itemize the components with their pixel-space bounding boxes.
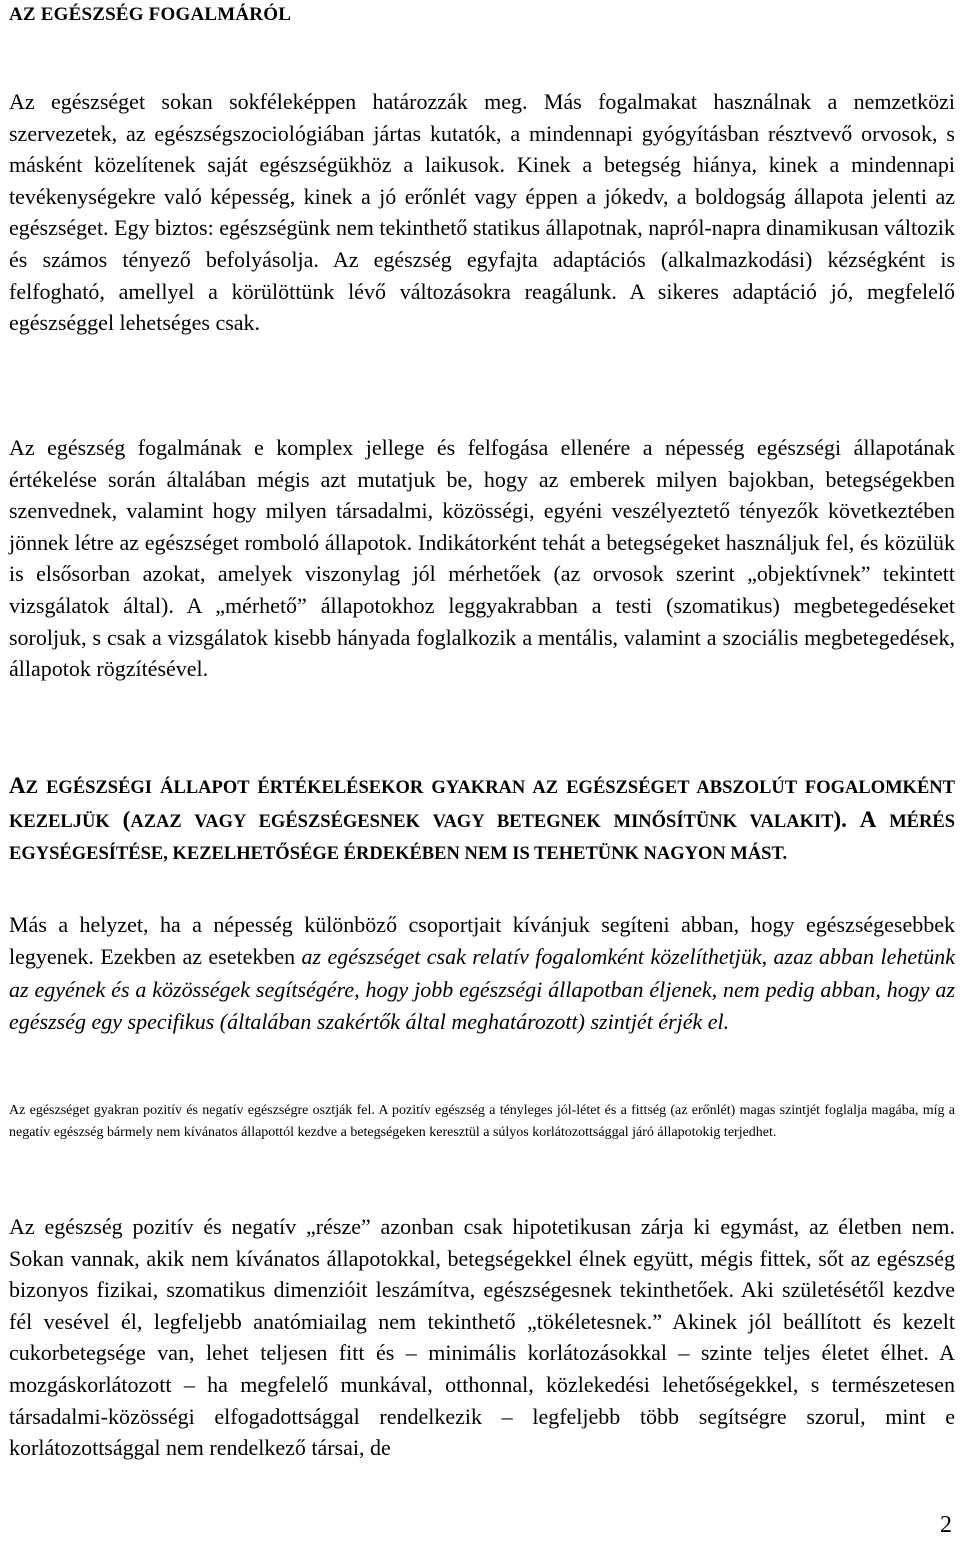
paragraph-positive-negative: Az egészség pozitív és negatív „része” azonban csak hipotetikusan zárja ki egymást, az életben nem. Sokan vannak, akik nem kívánatos állapotokkal, betegségekkel élnek együtt, mégis fittek, sőt az egészség bizonyos fizikai, szomatikus dimenzióit leszámítva, egészségesnek tekinthetőek. Aki születésétől kezdve fél vesével él, legfeljebb anatómiailag nem tekinthető „tökéletesnek.” Akinek jól beállított és kezelt cukorbetegsége van, lehet teljesen fitt és – minimális korlátozásokkal – szinte teljes életet élhet. A mozgáskorlátozott – ha megfelelő munkával, otthonnal, közlekedési lehetőségekkel, s természetesen társadalmi-közösségi elfogadottsággal rendelkezik – legfeljebb több segítségre szorul, mint e korlátozottsággal nem rendelkező társai, de (9, 1214, 955, 1461)
heading-text-part1: Z EGÉSZSÉGI ÁLLAPOT ÉRTÉKELÉSEKOR GYAKRAN AZ EGÉSZSÉGET ABSZOLÚT FOGALOMKÉNT KEZELJÜK (9, 778, 955, 832)
heading-text-part3: MÉRÉS EGYSÉGESÍTÉSE, KEZELHETŐSÉGE ÉRDEKÉBEN NEM IS TEHETÜNK NAGYON MÁST. (9, 812, 956, 864)
small-note: Az egészséget gyakran pozitív és negatív egészségre osztják fel. A pozitív egészség a tényleges jól-létet és a fittség (az erőnlét) magas szintjét foglalja magába, míg a negatív egészség bármely nem kívánatos állapottól kezdve a betegségeken keresztül a súlyos korlátozottsággal járó állapotokig terjedhet. (9, 1103, 955, 1140)
heading-paren-close: ). (833, 807, 847, 832)
paragraph3-plain: Más a helyzet, ha a népesség különböző csoportjait kívánjuk segíteni abban, hogy egészségesebbek legyenek. Ezekben az esetekben (9, 912, 955, 970)
paragraph-definition: Az egészséget sokan sokféleképpen határozzák meg. Más fogalmakat használnak a nemzetközi szervezetek, az egészségszociológiában jártas kutatók, a mindennapi gyógyításban résztvevő orvosok, s másként közelítenek saját egészségükhöz a laikusok. Kinek a betegség hiánya, kinek a mindennapi tevékenységekre való képesség, kinek a jó erőnlét vagy éppen a jókedv, a boldogság állapota jelenti az egészséget. Egy biztos: egészségünk nem tekinthető statikus állapotnak, napról-napra dinamikusan változik és számos tényező befolyásolja. Az egészség egyfajta adaptációs (alkalmazkodási) kézségként is felfogható, amellyel a körülöttünk lévő változásokra reagálunk. A sikeres adaptáció jó, megfelelő egészséggel lehetséges csak. (9, 89, 955, 336)
paragraph-indicators: Az egészség fogalmának e komplex jellege és felfogása ellenére a népesség egészségi állapotának értékelése során általában mégis azt mutatjuk be, hogy az emberek milyen bajokban, betegségekben szenvednek, valamint hogy milyen társadalmi, közösségi, egyéni veszélyeztető tényezők következtében jönnek létre az egészséget romboló állapotok. Indikátorként tehát a betegségeket használjuk fel, és közülük is elsősorban azokat, amelyek viszonylag jól mérhetőek (az orvosok szerint „objektívnek” tekintett vizsgálatok által). A „mérhető” állapotokhoz leggyakrabban a testi (szomatikus) megbetegedéseket soroljuk, s csak a vizsgálatok kisebb hányada foglalkozik a mentális, valamint a szociális megbetegedések, állapotok rögzítésével. (9, 435, 955, 682)
paragraph3-italic: az egészséget csak relatív fogalomként közelíthetjük, azaz abban lehetünk az egyének és a közösségek segítségére, hogy jobb egészségi állapotban éljenek, nem pedig abban, hogy az egészség egy specifikus (általában szakértők által meghatározott) szintjét érjék el. (9, 944, 955, 1035)
page-number: 2 (940, 1512, 952, 1538)
heading-cap-a: A (9, 773, 26, 798)
paragraph-relative-concept (9, 909, 955, 1039)
page-title: AZ EGÉSZSÉG FOGALMÁRÓL (9, 4, 292, 25)
heading-text-part2: AZAZ VAGY EGÉSZSÉGESNEK VAGY BETEGNEK MINŐSÍTÜNK VALAKIT (130, 812, 834, 832)
heading-paren-open: ( (122, 807, 131, 832)
section-heading-absolute-concept (9, 770, 955, 870)
heading-cap-a2: A (846, 807, 877, 832)
